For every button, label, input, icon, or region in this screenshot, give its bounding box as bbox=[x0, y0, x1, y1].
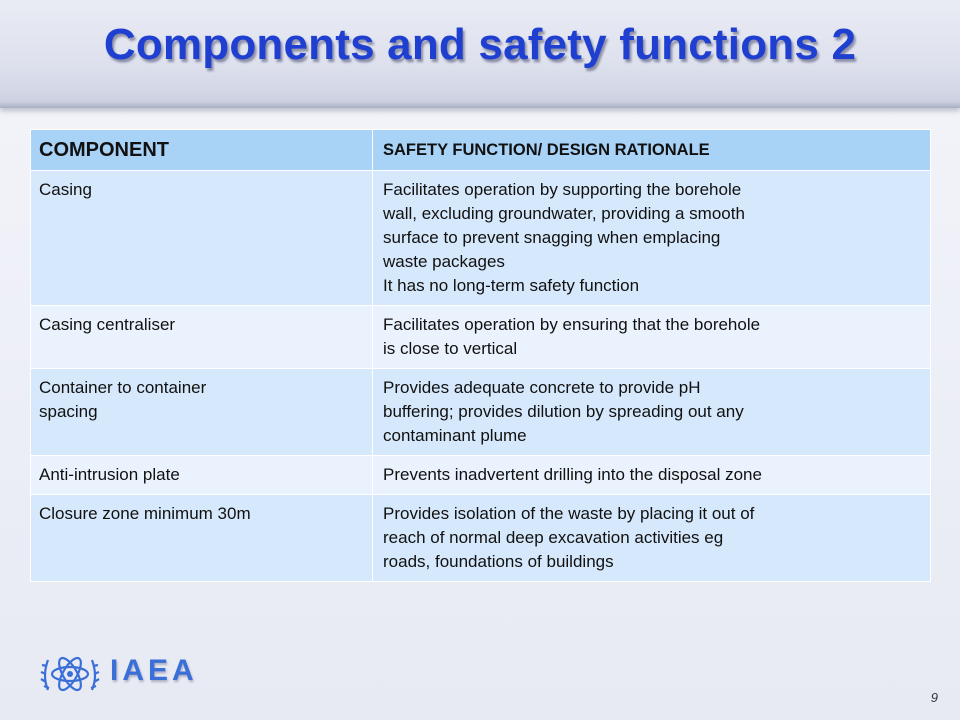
rationale-cell bbox=[373, 495, 931, 582]
iaea-atom-emblem-icon bbox=[38, 642, 102, 706]
rationale-line: Provides adequate concrete to provide pH bbox=[383, 378, 701, 397]
rationale-line: reach of normal deep excavation activities eg bbox=[383, 528, 724, 547]
rationale-line: Facilitates operation by supporting the borehole bbox=[383, 180, 742, 199]
table-row bbox=[31, 369, 931, 456]
component-cell: Casing centraliser bbox=[31, 306, 373, 369]
table-row bbox=[31, 495, 931, 582]
rationale-line: contaminant plume bbox=[383, 426, 527, 445]
rationale-line: is close to vertical bbox=[383, 339, 518, 358]
rationale-line: waste packages bbox=[383, 252, 505, 271]
rationale-line: surface to prevent snagging when emplacing bbox=[383, 228, 721, 247]
table-row bbox=[31, 456, 931, 495]
rationale-line: Provides isolation of the waste by placing it out of bbox=[383, 504, 755, 523]
iaea-logo-text: IAEA bbox=[110, 654, 198, 687]
rationale-line: buffering; provides dilution by spreading out any bbox=[383, 402, 744, 421]
title-bar bbox=[0, 0, 960, 108]
header-safety-function: SAFETY FUNCTION/ DESIGN RATIONALE bbox=[373, 130, 931, 171]
rationale-line: Facilitates operation by ensuring that the borehole bbox=[383, 315, 761, 334]
component-cell: Anti-intrusion plate bbox=[31, 456, 373, 495]
rationale-cell bbox=[373, 369, 931, 456]
page-number: 9 bbox=[930, 690, 938, 705]
rationale-line: It has no long-term safety function bbox=[383, 276, 640, 295]
component-cell: Casing bbox=[31, 171, 373, 306]
rationale-line: Prevents inadvertent drilling into the disposal zone bbox=[383, 465, 762, 484]
rationale-cell bbox=[373, 171, 931, 306]
table-row bbox=[31, 306, 931, 369]
rationale-cell bbox=[373, 456, 931, 495]
component-cell: Closure zone minimum 30m bbox=[31, 495, 373, 582]
component-cell bbox=[31, 369, 373, 456]
table-header-row bbox=[31, 130, 931, 171]
component-line: Container to container bbox=[39, 378, 207, 397]
components-table bbox=[30, 129, 930, 582]
component-line: spacing bbox=[39, 402, 98, 421]
slide-title: Components and safety functions 2 bbox=[103, 20, 857, 69]
header-component: COMPONENT bbox=[31, 130, 373, 171]
rationale-cell bbox=[373, 306, 931, 369]
safety-functions-table bbox=[30, 129, 931, 582]
rationale-line: roads, foundations of buildings bbox=[383, 552, 614, 571]
rationale-line: wall, excluding groundwater, providing a smooth bbox=[383, 204, 745, 223]
table-row bbox=[31, 171, 931, 306]
